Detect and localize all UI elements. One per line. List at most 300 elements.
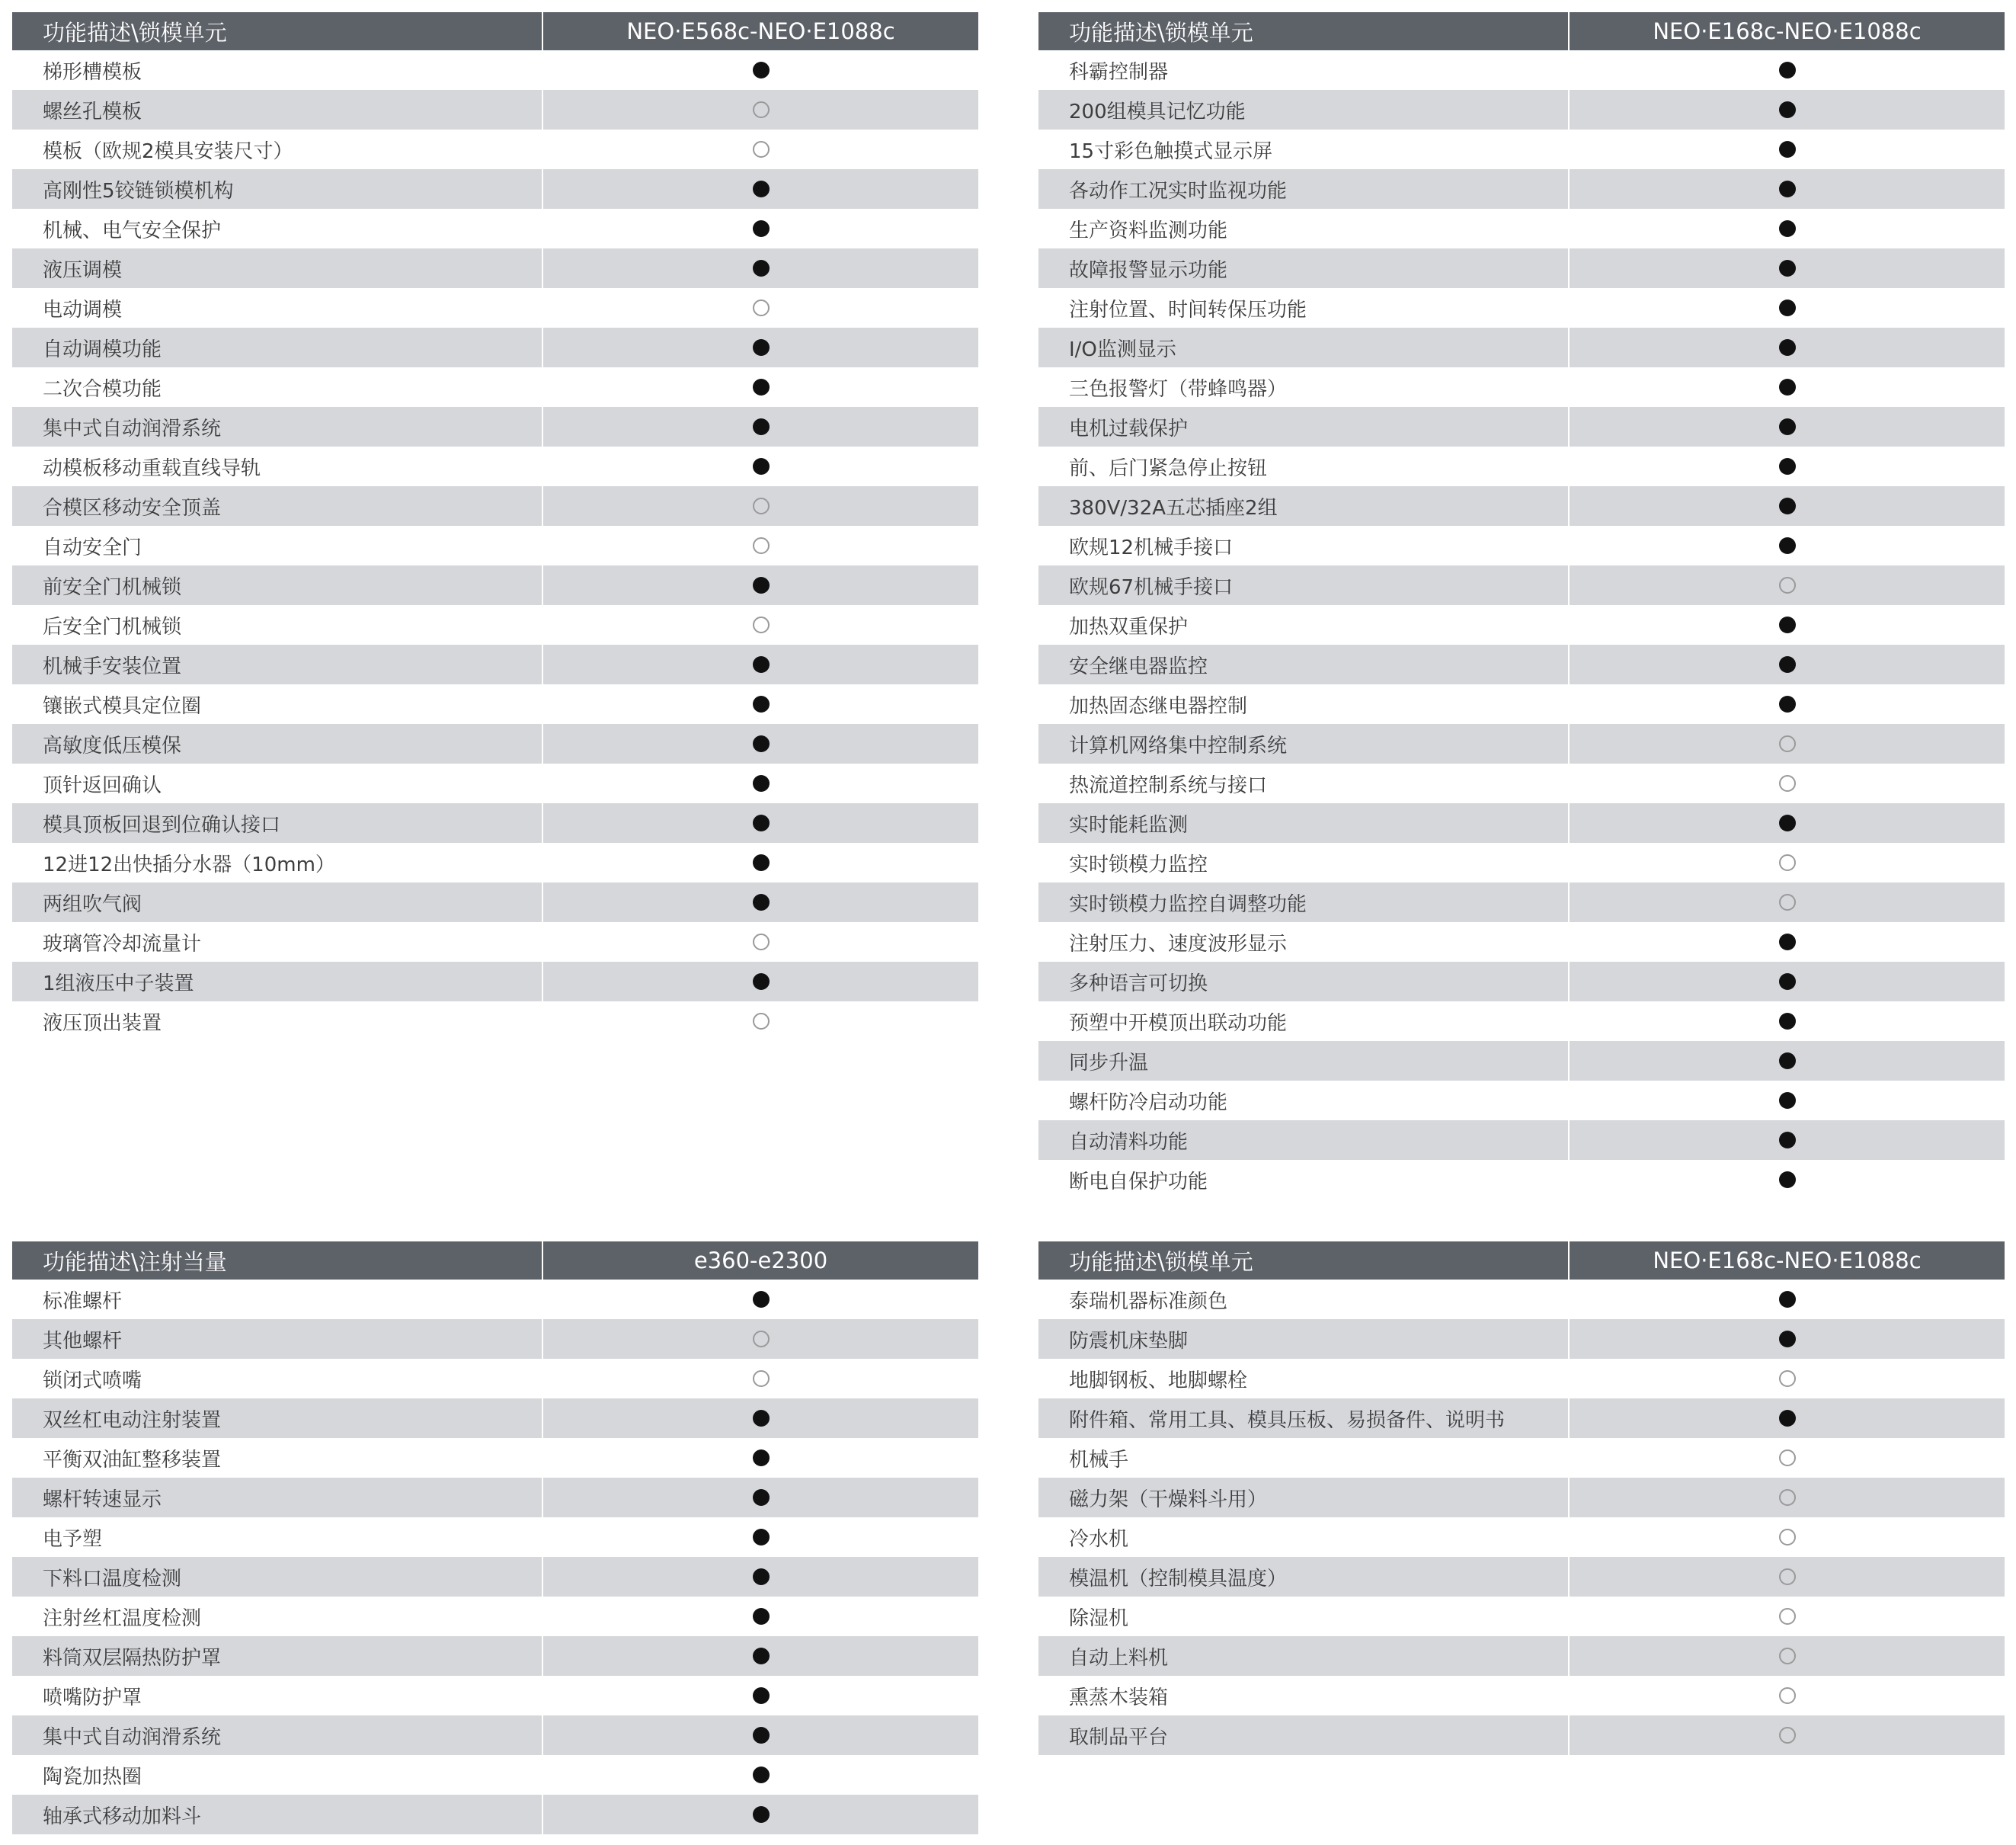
feature-label: 磁力架（干燥料斗用） — [1038, 1478, 1570, 1517]
feature-label: 加热固态继电器控制 — [1038, 684, 1570, 724]
feature-label: 二次合模功能 — [12, 367, 543, 407]
optional-circle-icon — [1779, 854, 1796, 871]
feature-label: 实时能耗监测 — [1038, 803, 1570, 843]
standard-dot-icon — [1779, 498, 1796, 514]
availability-cell — [1570, 209, 2005, 248]
availability-cell — [1570, 447, 2005, 486]
table-row — [1038, 843, 2005, 882]
table-row — [12, 1597, 978, 1636]
feature-label: 各动作工况实时监视功能 — [1038, 169, 1570, 209]
availability-cell — [543, 447, 978, 486]
feature-label: 380V/32A五芯插座2组 — [1038, 486, 1570, 526]
feature-label: 集中式自动润滑系统 — [12, 1715, 543, 1755]
table-row — [1038, 962, 2005, 1001]
standard-dot-icon — [753, 973, 770, 990]
standard-dot-icon — [753, 854, 770, 871]
availability-cell — [1570, 1557, 2005, 1597]
table-row — [1038, 486, 2005, 526]
standard-dot-icon — [1779, 62, 1796, 78]
table-row — [1038, 1398, 2005, 1438]
feature-label: 防震机床垫脚 — [1038, 1319, 1570, 1359]
availability-cell — [1570, 645, 2005, 684]
availability-cell — [1570, 1280, 2005, 1319]
standard-dot-icon — [753, 1449, 770, 1466]
optional-circle-icon — [753, 299, 770, 316]
optional-circle-icon — [753, 141, 770, 158]
standard-dot-icon — [753, 181, 770, 197]
feature-label: 前安全门机械锁 — [12, 565, 543, 605]
standard-dot-icon — [1779, 1052, 1796, 1069]
feature-label: 欧规12机械手接口 — [1038, 526, 1570, 565]
feature-label: 螺杆转速显示 — [12, 1478, 543, 1517]
availability-cell — [543, 1557, 978, 1597]
optional-circle-icon — [1779, 775, 1796, 792]
availability-cell — [543, 1795, 978, 1834]
feature-label: 后安全门机械锁 — [12, 605, 543, 645]
feature-label: 模板（欧规2模具安装尺寸） — [12, 130, 543, 169]
table-row — [1038, 209, 2005, 248]
standard-dot-icon — [753, 1529, 770, 1546]
header-feature-label: 功能描述\锁模单元 — [12, 12, 543, 50]
availability-cell — [1570, 962, 2005, 1001]
table-row — [12, 367, 978, 407]
table-row — [12, 407, 978, 447]
table-row — [1038, 169, 2005, 209]
standard-dot-icon — [1779, 656, 1796, 673]
feature-label: I/O监测显示 — [1038, 328, 1570, 367]
table-row — [12, 328, 978, 367]
standard-dot-icon — [1779, 418, 1796, 435]
availability-cell — [543, 1597, 978, 1636]
availability-cell — [1570, 1517, 2005, 1557]
availability-cell — [1570, 526, 2005, 565]
availability-cell — [1570, 1398, 2005, 1438]
table-row — [1038, 248, 2005, 288]
table-row — [12, 1557, 978, 1597]
availability-cell — [543, 724, 978, 764]
availability-cell — [1570, 1319, 2005, 1359]
standard-dot-icon — [753, 418, 770, 435]
availability-cell — [1570, 50, 2005, 90]
standard-dot-icon — [1779, 1013, 1796, 1030]
table-row — [12, 526, 978, 565]
availability-cell — [1570, 1001, 2005, 1041]
header-model-range: NEO·E168c-NEO·E1088c — [1653, 1248, 1922, 1273]
feature-label: 泰瑞机器标准颜色 — [1038, 1280, 1570, 1319]
availability-cell — [543, 684, 978, 724]
feature-label: 热流道控制系统与接口 — [1038, 764, 1570, 803]
optional-circle-icon — [1779, 1489, 1796, 1506]
feature-label: 科霸控制器 — [1038, 50, 1570, 90]
availability-cell — [1570, 922, 2005, 962]
availability-cell — [543, 1517, 978, 1557]
feature-label: 电机过载保护 — [1038, 407, 1570, 447]
standard-dot-icon — [753, 1727, 770, 1744]
standard-dot-icon — [753, 815, 770, 831]
table-row — [1038, 90, 2005, 130]
table-row — [12, 447, 978, 486]
feature-label: 平衡双油缸整移装置 — [12, 1438, 543, 1478]
feature-label: 计算机网络集中控制系统 — [1038, 724, 1570, 764]
availability-cell — [543, 328, 978, 367]
table-row — [1038, 1319, 2005, 1359]
availability-cell — [1570, 90, 2005, 130]
table-row — [1038, 50, 2005, 90]
feature-label: 实时锁模力监控自调整功能 — [1038, 882, 1570, 922]
standard-dot-icon — [753, 62, 770, 78]
standard-dot-icon — [753, 1806, 770, 1823]
feature-label: 液压调模 — [12, 248, 543, 288]
availability-cell — [543, 209, 978, 248]
table-row — [12, 169, 978, 209]
standard-dot-icon — [1779, 220, 1796, 237]
table-row — [1038, 1120, 2005, 1160]
optional-circle-icon — [753, 1370, 770, 1387]
table-row — [1038, 130, 2005, 169]
feature-label: 轴承式移动加料斗 — [12, 1795, 543, 1834]
optional-circle-icon — [753, 498, 770, 514]
table-row — [1038, 882, 2005, 922]
table-header — [12, 1241, 978, 1280]
optional-circle-icon — [753, 934, 770, 950]
table-row — [1038, 1636, 2005, 1676]
table-row — [12, 962, 978, 1001]
feature-label: 预塑中开模顶出联动功能 — [1038, 1001, 1570, 1041]
standard-dot-icon — [1779, 299, 1796, 316]
availability-cell — [543, 1636, 978, 1676]
table-row — [12, 684, 978, 724]
table-row — [12, 645, 978, 684]
optional-circle-icon — [1779, 894, 1796, 911]
availability-cell — [1570, 1081, 2005, 1120]
standard-dot-icon — [1779, 617, 1796, 633]
table-row — [1038, 803, 2005, 843]
availability-cell — [1570, 724, 2005, 764]
availability-cell — [543, 1359, 978, 1398]
availability-cell — [1570, 764, 2005, 803]
feature-label: 注射压力、速度波形显示 — [1038, 922, 1570, 962]
table-row — [12, 1359, 978, 1398]
feature-label: 自动安全门 — [12, 526, 543, 565]
feature-label: 螺丝孔模板 — [12, 90, 543, 130]
table-row — [12, 1715, 978, 1755]
standard-dot-icon — [1779, 1410, 1796, 1427]
feature-label: 其他螺杆 — [12, 1319, 543, 1359]
table-row — [12, 1795, 978, 1834]
standard-dot-icon — [1779, 141, 1796, 158]
table-header — [1038, 1241, 2005, 1280]
standard-dot-icon — [1779, 537, 1796, 554]
standard-dot-icon — [753, 1291, 770, 1308]
availability-cell — [1570, 367, 2005, 407]
feature-label: 双丝杠电动注射装置 — [12, 1398, 543, 1438]
table-control-system — [1038, 12, 2005, 1200]
feature-label: 附件箱、常用工具、模具压板、易损备件、说明书 — [1038, 1398, 1570, 1438]
standard-dot-icon — [1779, 181, 1796, 197]
optional-circle-icon — [753, 1331, 770, 1347]
feature-label: 注射位置、时间转保压功能 — [1038, 288, 1570, 328]
standard-dot-icon — [753, 220, 770, 237]
availability-cell — [1570, 1597, 2005, 1636]
availability-cell — [543, 843, 978, 882]
optional-circle-icon — [1779, 1687, 1796, 1704]
table-row — [1038, 367, 2005, 407]
table-row — [12, 1676, 978, 1715]
availability-cell — [543, 50, 978, 90]
standard-dot-icon — [753, 458, 770, 475]
availability-cell — [1570, 288, 2005, 328]
feature-label: 同步升温 — [1038, 1041, 1570, 1081]
table-row — [1038, 1081, 2005, 1120]
feature-label: 合模区移动安全顶盖 — [12, 486, 543, 526]
feature-label: 喷嘴防护罩 — [12, 1676, 543, 1715]
table-row — [1038, 645, 2005, 684]
feature-label: 模具顶板回退到位确认接口 — [12, 803, 543, 843]
standard-dot-icon — [1779, 1331, 1796, 1347]
table-row — [1038, 447, 2005, 486]
availability-cell — [1570, 130, 2005, 169]
header-feature-label: 功能描述\锁模单元 — [1038, 12, 1570, 50]
table-row — [12, 486, 978, 526]
availability-cell — [1570, 1438, 2005, 1478]
availability-cell — [543, 248, 978, 288]
table-row — [1038, 1041, 2005, 1081]
standard-dot-icon — [753, 735, 770, 752]
feature-label: 集中式自动润滑系统 — [12, 407, 543, 447]
table-row — [12, 724, 978, 764]
standard-dot-icon — [1779, 379, 1796, 396]
availability-cell — [1570, 605, 2005, 645]
optional-circle-icon — [753, 1013, 770, 1030]
availability-cell — [543, 1715, 978, 1755]
feature-label: 取制品平台 — [1038, 1715, 1570, 1755]
feature-label: 安全继电器监控 — [1038, 645, 1570, 684]
availability-cell — [1570, 803, 2005, 843]
availability-cell — [1570, 1041, 2005, 1081]
feature-label: 模温机（控制模具温度） — [1038, 1557, 1570, 1597]
availability-cell — [543, 962, 978, 1001]
feature-label: 欧规67机械手接口 — [1038, 565, 1570, 605]
table-row — [1038, 1280, 2005, 1319]
feature-label: 陶瓷加热圈 — [12, 1755, 543, 1795]
table-row — [1038, 328, 2005, 367]
table-row — [1038, 407, 2005, 447]
availability-cell — [543, 407, 978, 447]
table-row — [1038, 1160, 2005, 1200]
feature-label: 梯形槽模板 — [12, 50, 543, 90]
table-header — [1038, 12, 2005, 50]
availability-cell — [543, 169, 978, 209]
optional-circle-icon — [753, 617, 770, 633]
feature-label: 前、后门紧急停止按钮 — [1038, 447, 1570, 486]
feature-label: 除湿机 — [1038, 1597, 1570, 1636]
table-row — [12, 1319, 978, 1359]
feature-label: 动模板移动重载直线导轨 — [12, 447, 543, 486]
feature-label: 电予塑 — [12, 1517, 543, 1557]
standard-dot-icon — [753, 260, 770, 277]
feature-label: 顶针返回确认 — [12, 764, 543, 803]
feature-label: 三色报警灯（带蜂鸣器） — [1038, 367, 1570, 407]
availability-cell — [1570, 1636, 2005, 1676]
table-row — [12, 1517, 978, 1557]
availability-cell — [543, 486, 978, 526]
feature-label: 地脚钢板、地脚螺栓 — [1038, 1359, 1570, 1398]
availability-cell — [1570, 1359, 2005, 1398]
table-row — [1038, 764, 2005, 803]
standard-dot-icon — [1779, 1132, 1796, 1148]
feature-label: 高敏度低压模保 — [12, 724, 543, 764]
feature-label: 自动调模功能 — [12, 328, 543, 367]
standard-dot-icon — [753, 379, 770, 396]
table-row — [12, 1478, 978, 1517]
table-row — [12, 50, 978, 90]
availability-cell — [543, 1676, 978, 1715]
table-accessories — [1038, 1241, 2005, 1755]
optional-circle-icon — [753, 537, 770, 554]
table-row — [12, 1280, 978, 1319]
standard-dot-icon — [753, 1568, 770, 1585]
feature-label: 镶嵌式模具定位圈 — [12, 684, 543, 724]
availability-cell — [543, 764, 978, 803]
availability-cell — [543, 1001, 978, 1041]
feature-label: 液压顶出装置 — [12, 1001, 543, 1041]
standard-dot-icon — [1779, 1291, 1796, 1308]
table-row — [12, 1636, 978, 1676]
table-row — [12, 605, 978, 645]
feature-label: 200组模具记忆功能 — [1038, 90, 1570, 130]
standard-dot-icon — [753, 1489, 770, 1506]
standard-dot-icon — [1779, 1171, 1796, 1188]
availability-cell — [1570, 1715, 2005, 1755]
optional-circle-icon — [1779, 1529, 1796, 1546]
feature-label: 冷水机 — [1038, 1517, 1570, 1557]
optional-circle-icon — [1779, 1727, 1796, 1744]
availability-cell — [543, 90, 978, 130]
standard-dot-icon — [753, 656, 770, 673]
feature-label: 熏蒸木装箱 — [1038, 1676, 1570, 1715]
header-model-range: NEO·E568c-NEO·E1088c — [626, 18, 895, 44]
availability-cell — [543, 1319, 978, 1359]
table-row — [12, 922, 978, 962]
feature-label: 螺杆防冷启动功能 — [1038, 1081, 1570, 1120]
standard-dot-icon — [1779, 458, 1796, 475]
table-row — [1038, 526, 2005, 565]
standard-dot-icon — [753, 696, 770, 713]
table-row — [12, 1755, 978, 1795]
table-row — [1038, 1597, 2005, 1636]
availability-cell — [1570, 169, 2005, 209]
feature-label: 高刚性5铰链锁模机构 — [12, 169, 543, 209]
feature-label: 自动清料功能 — [1038, 1120, 1570, 1160]
table-row — [12, 882, 978, 922]
feature-label: 12进12出快插分水器（10mm） — [12, 843, 543, 882]
standard-dot-icon — [753, 894, 770, 911]
availability-cell — [543, 1478, 978, 1517]
optional-circle-icon — [1779, 1449, 1796, 1466]
availability-cell — [543, 605, 978, 645]
optional-circle-icon — [1779, 1608, 1796, 1625]
feature-label: 电动调模 — [12, 288, 543, 328]
feature-label: 机械手安装位置 — [12, 645, 543, 684]
table-row — [12, 565, 978, 605]
standard-dot-icon — [753, 1410, 770, 1427]
standard-dot-icon — [1779, 696, 1796, 713]
availability-cell — [543, 803, 978, 843]
feature-label: 两组吹气阀 — [12, 882, 543, 922]
table-row — [12, 803, 978, 843]
availability-cell — [543, 130, 978, 169]
table-row — [12, 248, 978, 288]
feature-label: 锁闭式喷嘴 — [12, 1359, 543, 1398]
standard-dot-icon — [753, 1687, 770, 1704]
availability-cell — [1570, 684, 2005, 724]
standard-dot-icon — [1779, 260, 1796, 277]
table-header — [12, 12, 978, 50]
table-row — [12, 288, 978, 328]
table-row — [1038, 1557, 2005, 1597]
availability-cell — [1570, 1478, 2005, 1517]
standard-dot-icon — [753, 339, 770, 356]
availability-cell — [543, 526, 978, 565]
optional-circle-icon — [1779, 735, 1796, 752]
header-feature-label: 功能描述\注射当量 — [12, 1241, 543, 1280]
header-model-range: NEO·E168c-NEO·E1088c — [1653, 18, 1922, 44]
table-row — [1038, 565, 2005, 605]
optional-circle-icon — [753, 101, 770, 118]
feature-label: 断电自保护功能 — [1038, 1160, 1570, 1200]
feature-label: 多种语言可切换 — [1038, 962, 1570, 1001]
availability-cell — [1570, 565, 2005, 605]
availability-cell — [1570, 843, 2005, 882]
table-row — [1038, 1715, 2005, 1755]
availability-cell — [1570, 407, 2005, 447]
standard-dot-icon — [1779, 934, 1796, 950]
standard-dot-icon — [1779, 339, 1796, 356]
table-row — [1038, 1517, 2005, 1557]
availability-cell — [543, 367, 978, 407]
availability-cell — [1570, 882, 2005, 922]
feature-label: 15寸彩色触摸式显示屏 — [1038, 130, 1570, 169]
table-clamping-unit-1 — [12, 12, 978, 1041]
feature-label: 机械、电气安全保护 — [12, 209, 543, 248]
table-row — [1038, 922, 2005, 962]
feature-label: 下料口温度检测 — [12, 1557, 543, 1597]
feature-label: 标准螺杆 — [12, 1280, 543, 1319]
feature-label: 注射丝杠温度检测 — [12, 1597, 543, 1636]
availability-cell — [543, 288, 978, 328]
availability-cell — [1570, 1676, 2005, 1715]
standard-dot-icon — [753, 1648, 770, 1664]
availability-cell — [1570, 1120, 2005, 1160]
table-row — [12, 1398, 978, 1438]
table-row — [1038, 1438, 2005, 1478]
feature-label: 实时锁模力监控 — [1038, 843, 1570, 882]
availability-cell — [543, 1280, 978, 1319]
feature-label: 加热双重保护 — [1038, 605, 1570, 645]
optional-circle-icon — [1779, 577, 1796, 594]
table-row — [12, 90, 978, 130]
standard-dot-icon — [1779, 815, 1796, 831]
availability-cell — [543, 565, 978, 605]
table-row — [12, 843, 978, 882]
availability-cell — [543, 645, 978, 684]
table-row — [1038, 605, 2005, 645]
availability-cell — [1570, 486, 2005, 526]
table-row — [12, 1001, 978, 1041]
availability-cell — [1570, 1160, 2005, 1200]
table-row — [1038, 288, 2005, 328]
availability-cell — [543, 922, 978, 962]
